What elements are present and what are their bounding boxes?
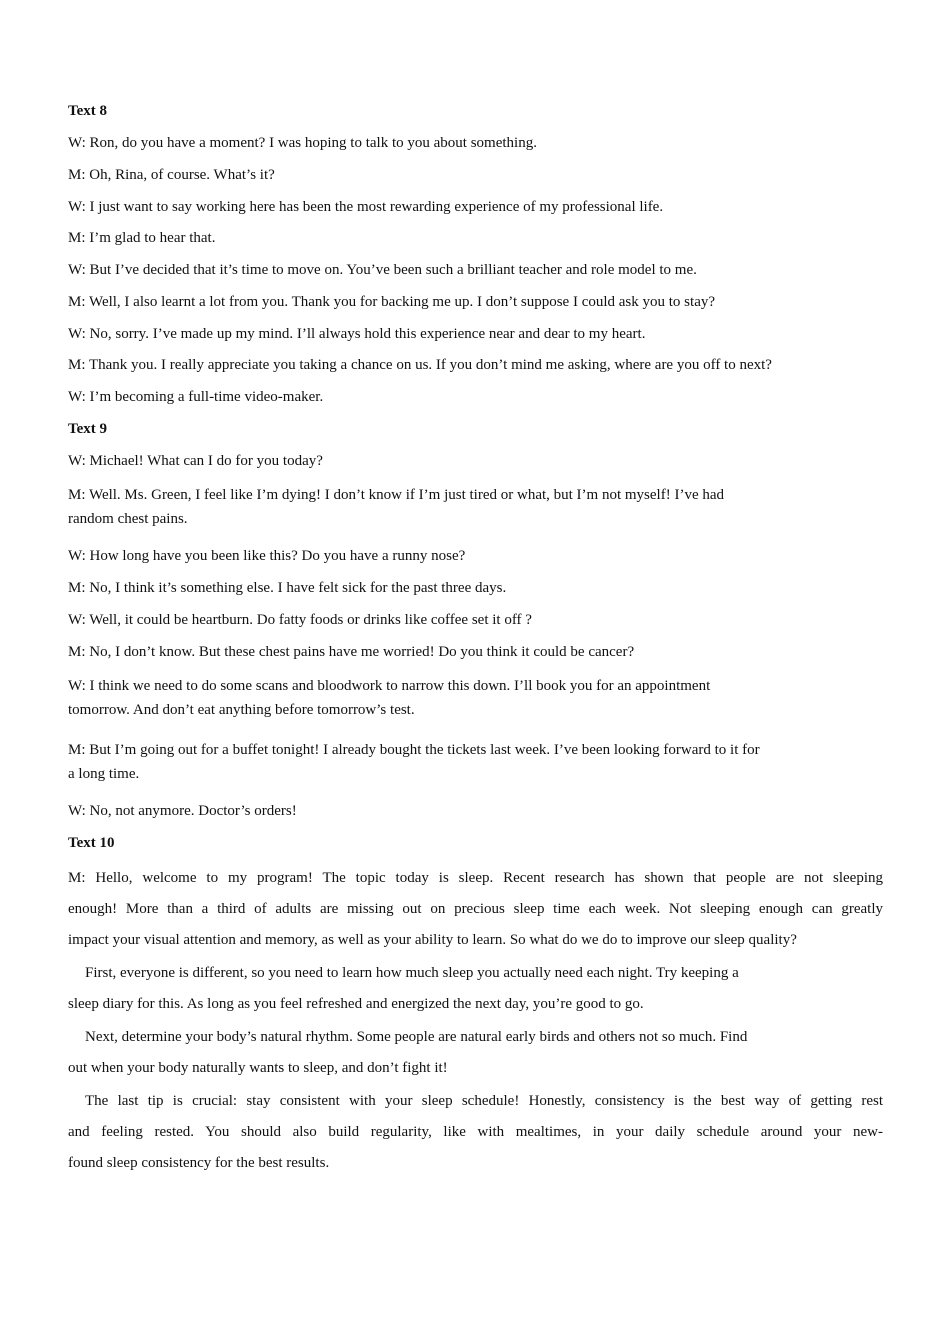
paragraph-line: enough! More than a third of adults are missing out on precious sleep time each week. Not sleeping enough can greatly (68, 901, 883, 917)
dialogue-line: M: Thank you. I really appreciate you taking a chance on us. If you don’t mind me asking, where are you off to next? (68, 357, 772, 373)
paragraph-line: found sleep consistency for the best results. (68, 1155, 330, 1171)
dialogue-line: M: Well, I also learnt a lot from you. Thank you for backing me up. I don’t suppose I could ask you to stay? (68, 294, 716, 310)
paragraph-line: and feeling rested. You should also build regularity, like with mealtimes, in your daily schedule around your new- (68, 1124, 883, 1140)
dialogue-line: W: No, not anymore. Doctor’s orders! (68, 803, 297, 819)
dialogue-line: M: No, I think it’s something else. I have felt sick for the past three days. (68, 580, 507, 596)
dialogue-line: W: I think we need to do some scans and bloodwork to narrow this down. I’ll book you for an appointment (68, 678, 711, 694)
dialogue-line: W: No, sorry. I’ve made up my mind. I’ll always hold this experience near and dear to my heart. (68, 326, 646, 342)
dialogue-line: M: I’m glad to hear that. (68, 230, 216, 246)
section-heading-text-10: Text 10 (68, 835, 115, 851)
dialogue-line: W: Ron, do you have a moment? I was hoping to talk to you about something. (68, 135, 537, 151)
section-heading-text-9: Text 9 (68, 421, 108, 437)
dialogue-line: W: But I’ve decided that it’s time to move on. You’ve been such a brilliant teacher and role model to me. (68, 262, 697, 278)
paragraph-line: out when your body naturally wants to sleep, and don’t fight it! (68, 1060, 448, 1076)
dialogue-line: M: No, I don’t know. But these chest pains have me worried! Do you think it could be cancer? (68, 644, 635, 660)
dialogue-line: M: Oh, Rina, of course. What’s it? (68, 167, 275, 183)
dialogue-line: W: Well, it could be heartburn. Do fatty foods or drinks like coffee set it off ? (68, 612, 532, 628)
dialogue-line: W: How long have you been like this? Do you have a runny nose? (68, 548, 466, 564)
paragraph-line: impact your visual attention and memory, as well as your ability to learn. So what do we do to improve our sleep quality? (68, 932, 797, 948)
dialogue-line: a long time. (68, 766, 140, 782)
paragraph-line: First, everyone is different, so you need to learn how much sleep you actually need each night. Try keeping a (85, 965, 739, 981)
paragraph-line: sleep diary for this. As long as you feel refreshed and energized the next day, you’re good to go. (68, 996, 644, 1012)
dialogue-line: random chest pains. (68, 511, 188, 527)
dialogue-line: W: I’m becoming a full-time video-maker. (68, 389, 324, 405)
dialogue-line: W: Michael! What can I do for you today? (68, 453, 323, 469)
paragraph-line: M: Hello, welcome to my program! The topic today is sleep. Recent research has shown that people are not sleeping (68, 870, 883, 886)
dialogue-line: M: But I’m going out for a buffet tonight! I already bought the tickets last week. I’ve been looking forward to it for (68, 742, 760, 758)
dialogue-line: tomorrow. And don’t eat anything before tomorrow’s test. (68, 702, 415, 718)
paragraph-line: Next, determine your body’s natural rhythm. Some people are natural early birds and others not so much. Find (85, 1029, 748, 1045)
paragraph-line: The last tip is crucial: stay consistent with your sleep schedule! Honestly, consistency is the best way of getting rest (85, 1093, 883, 1109)
dialogue-line: M: Well. Ms. Green, I feel like I’m dying! I don’t know if I’m just tired or what, but I’m not myself! I’ve had (68, 487, 725, 503)
dialogue-line: W: I just want to say working here has been the most rewarding experience of my professional life. (68, 199, 664, 215)
section-heading-text-8: Text 8 (68, 103, 108, 119)
